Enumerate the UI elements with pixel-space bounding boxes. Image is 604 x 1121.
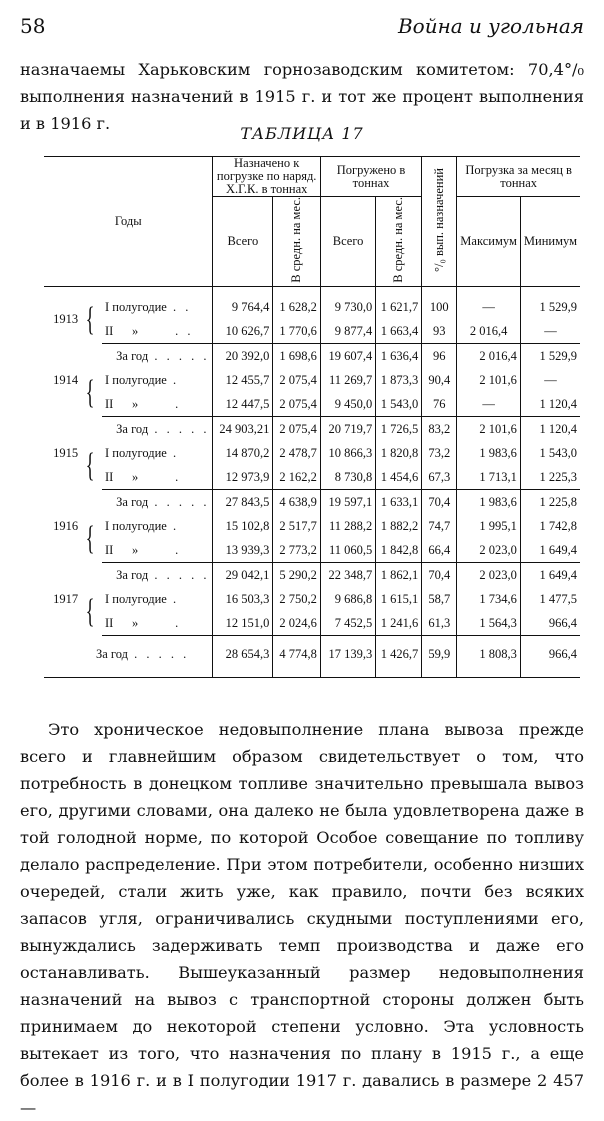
header-assigned: Назначено к погрузке по наряд. Х.Г.К. в тоннах (213, 157, 320, 197)
header-monthly: Погрузка за месяц в тоннах (457, 157, 580, 197)
brace-glyph: { (85, 373, 95, 411)
table-row: 1917 За год . . . . . 29 042,1 5 290,2 22 348,7 1 862,1 70,4 2 023,0 1 649,4 (44, 563, 580, 588)
year-label: 1914 (53, 372, 79, 387)
year-label: 1915 (53, 445, 79, 460)
row-label: II » (104, 323, 139, 338)
row-label: За год (116, 494, 149, 509)
header-assigned-avg: В средн. на мес. (273, 197, 321, 287)
row-label: I полугодие (104, 445, 167, 460)
header-years: Годы (44, 157, 213, 287)
row-label: II » (104, 469, 139, 484)
table-row: { I полугодие . 16 503,3 2 750,2 9 686,8 1 615,1 58,7 1 734,6 1 477,5 (44, 587, 580, 611)
row-label: За год (96, 647, 129, 662)
table-row: 1913 { I полугодие . . 9 764,4 1 628,2 9 730,0 1 621,7 100 — 1 529,9 (44, 295, 580, 319)
brace-glyph: { (85, 592, 95, 630)
brace-glyph: { (85, 300, 95, 338)
table-row: 1915 За год . . . . . 24 903,21 2 075,4 20 719,7 1 726,5 83,2 2 101,6 1 120,4 (44, 417, 580, 442)
table-row: II » . 12 151,0 2 024,6 7 452,5 1 241,6 61,3 1 564,3 966,4 (44, 611, 580, 636)
header-max: Максимум (457, 197, 521, 287)
brace-glyph: { (85, 519, 95, 557)
row-label: За год (116, 567, 149, 582)
table-row: { I полугодие . 15 102,8 2 517,7 11 288,2 1 882,2 74,7 1 995,1 1 742,8 (44, 514, 580, 538)
running-title: Война и угольная (397, 14, 584, 38)
row-label: I полугодие (104, 591, 167, 606)
year-label: 1917 (53, 591, 79, 606)
table-row: 1916 За год . . . . . 27 843,5 4 638,9 19 597,1 1 633,1 70,4 1 983,6 1 225,8 (44, 490, 580, 515)
header-loaded-total: Всего (320, 197, 375, 287)
header-min: Минимум (520, 197, 580, 287)
brace-glyph: { (85, 446, 95, 484)
row-label: II » (104, 542, 139, 557)
row-label: За год (116, 421, 149, 436)
table-row: { I полугодие . 14 870,2 2 478,7 10 866,3 1 820,8 73,2 1 983,6 1 543,0 (44, 441, 580, 465)
body-paragraph: Это хроническое недовыполнение плана вывоза прежде всего и главнейшим образом свидетельствует о том, что потребность в донецком топливе значительно превышала вывоз его, другими словами, она далеко не была удовлетворена даже в той голодной норме, по которой Особое совещание по топливу делало распределение. При этом потребители, особенно низших очередей, стали жить уже, как правило, почти без всяких запасов угля, ограничивались скудными поступлениями его, вынуждались задерживать темп производства и даже его останавливать. Вышеуказанный размер недовыполнения назначений на вывоз с транспортной стороны должен быть принимаем до некоторой степени условно. Эта условность вытекает из того, что назначения по плану в 1915 г., а еще более в 1916 г. и в I полугодии 1917 г. давались в размере 2 457 — (20, 720, 584, 1117)
row-label: I полугодие (104, 299, 167, 314)
table-caption: ТАБЛИЦА 17 (240, 124, 364, 143)
year-label: 1913 (53, 311, 79, 326)
row-label: II » (104, 396, 139, 411)
year-label: 1916 (53, 518, 79, 533)
table-row: II » . 12 973,9 2 162,2 8 730,8 1 454,6 67,3 1 713,1 1 225,3 (44, 465, 580, 490)
table-row: II » . . 10 626,7 1 770,6 9 877,4 1 663,4 93 2 016,4 — (44, 319, 580, 344)
header-loaded-avg: В средн. на мес. (376, 197, 422, 287)
coal-loading-table (44, 156, 580, 678)
header-loaded: Погружено в тоннах (320, 157, 421, 197)
header-assigned-total: Всего (213, 197, 273, 287)
header-percent: °/₀ вып. назначений (422, 157, 457, 287)
table-row: За год . . . . . 28 654,3 4 774,8 17 139,3 1 426,7 59,9 1 808,3 966,4 (44, 636, 580, 674)
row-label: I полугодие (104, 372, 167, 387)
row-label: За год (116, 348, 149, 363)
page-number: 58 (20, 14, 46, 38)
table-row: II » . 12 447,5 2 075,4 9 450,0 1 543,0 76 — 1 120,4 (44, 392, 580, 417)
row-label: I полугодие (104, 518, 167, 533)
intro-paragraph: назначаемы Харьковским горнозаводским комитетом: 70,4°/₀ выполнения назначений в 1915 г. и тот же процент выполнения и в 1916 г. (20, 60, 584, 133)
page-header (20, 14, 584, 40)
table-row: { I полугодие . 12 455,7 2 075,4 11 269,7 1 873,3 90,4 2 101,6 — (44, 368, 580, 392)
table-row: 1914 За год . . . . . 20 392,0 1 698,6 19 607,4 1 636,4 96 2 016,4 1 529,9 (44, 344, 580, 369)
row-label: II » (104, 615, 139, 630)
table-row: II » . 13 939,3 2 773,2 11 060,5 1 842,8 66,4 2 023,0 1 649,4 (44, 538, 580, 563)
